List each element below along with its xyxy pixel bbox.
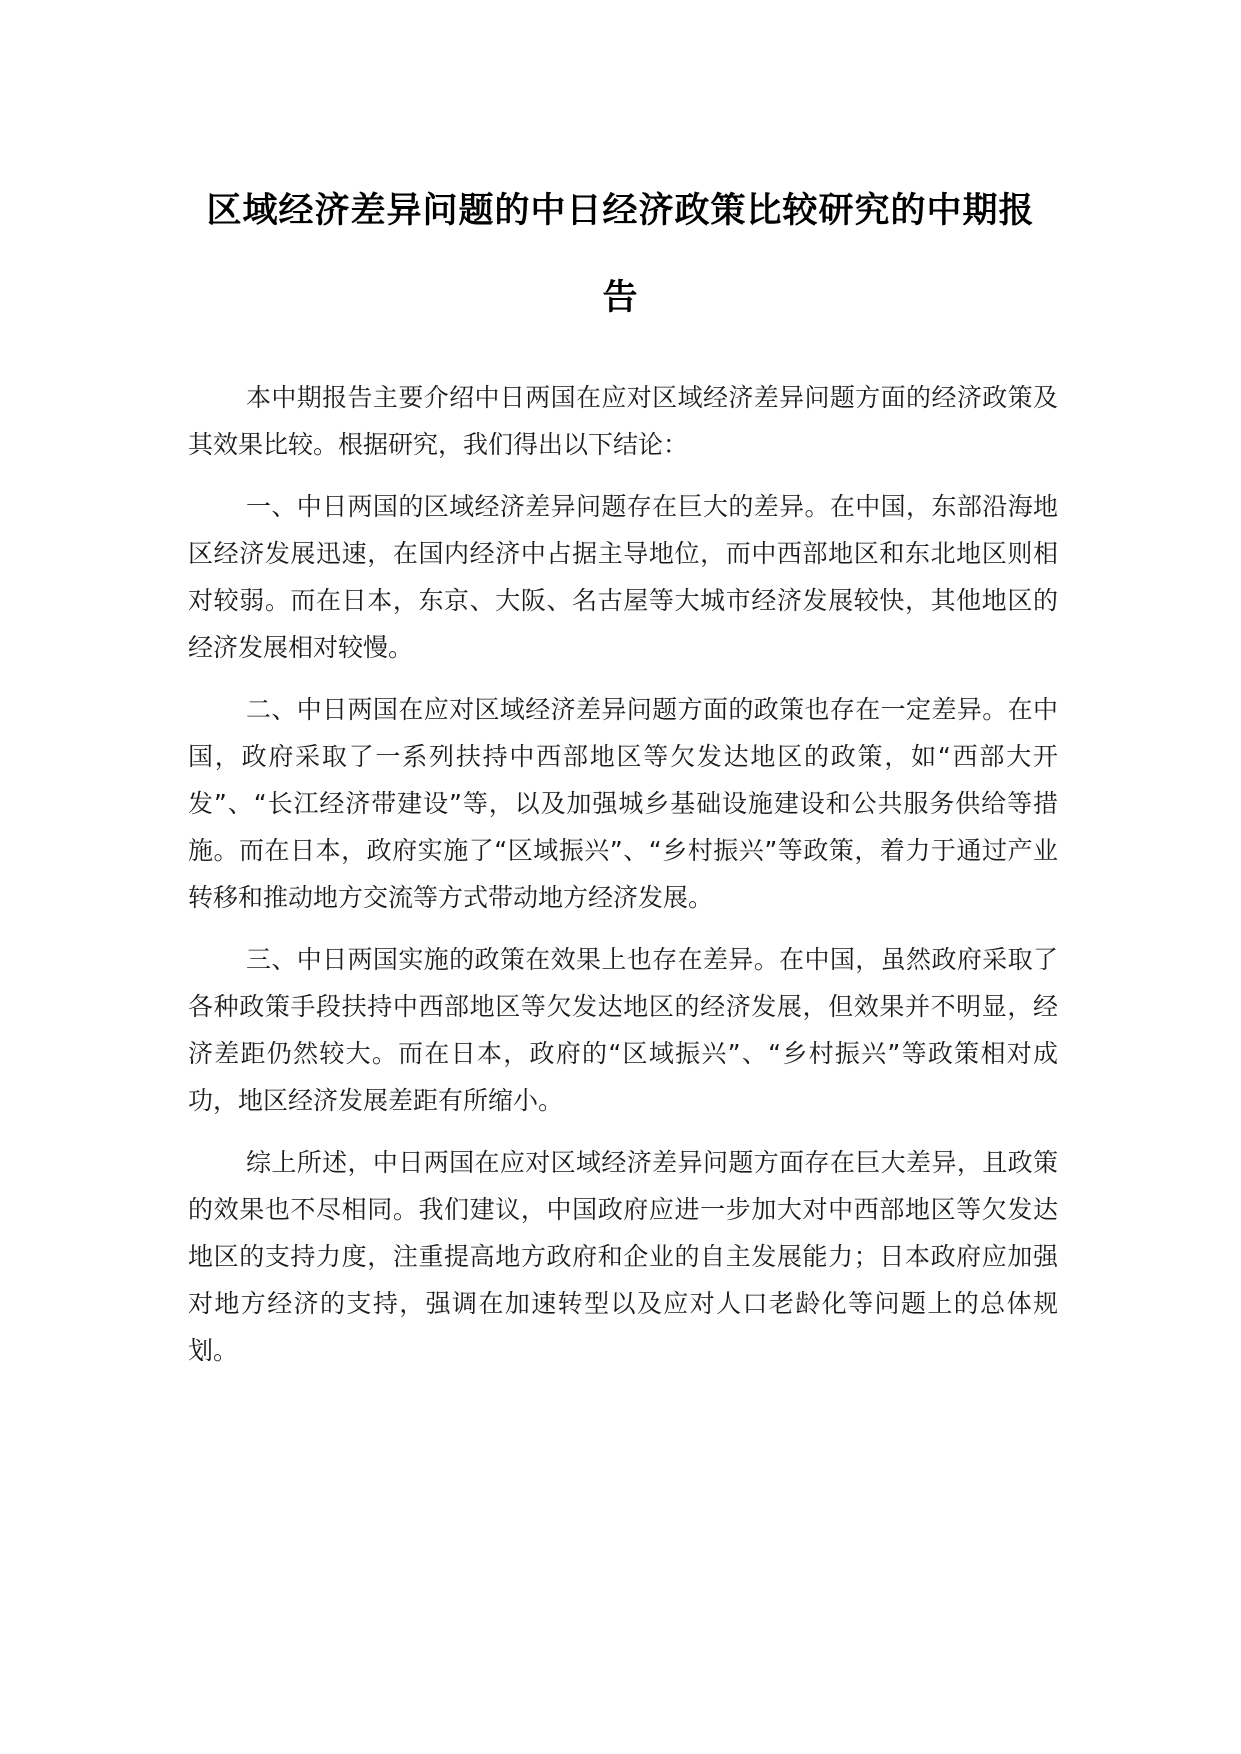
summary-paragraph: 综上所述，中日两国在应对区域经济差异问题方面存在巨大差异，且政策的效果也不尽相同。我们建议，中国政府应进一步加大对中西部地区等欠发达地区的支持力度，注重提高地方政府和企业的自主发展能力；日本政府应加强对地方经济的支持，强调在加速转型以及应对人口老龄化等问题上的总体规划。 [188,1148,1058,1365]
conclusion-two-paragraph: 二、中日两国在应对区域经济差异问题方面的政策也存在一定差异。在中国，政府采取了一系列扶持中西部地区等欠发达地区的政策，如“西部大开发”、“长江经济带建设”等，以及加强城乡基础设施建设和公共服务供给等措施。而在日本，政府实施了“区域振兴”、“乡村振兴”等政策，着力于通过产业转移和推动地方交流等方式带动地方经济发展。 [188,695,1058,912]
document-title: 区域经济差异问题的中日经济政策比较研究的中期报告 [206,191,1035,318]
conclusion-one-paragraph: 一、中日两国的区域经济差异问题存在巨大的差异。在中国，东部沿海地区经济发展迅速，在国内经济中占据主导地位，而中西部地区和东北地区则相对较弱。而在日本，东京、大阪、名古屋等大城市经济发展较快，其他地区的经济发展相对较慢。 [188,492,1058,662]
conclusion-three-paragraph: 三、中日两国实施的政策在效果上也存在差异。在中国，虽然政府采取了各种政策手段扶持中西部地区等欠发达地区的经济发展，但效果并不明显，经济差距仍然较大。而在日本，政府的“区域振兴”、“乡村振兴”等政策相对成功，地区经济发展差距有所缩小。 [188,945,1058,1115]
intro-paragraph: 本中期报告主要介绍中日两国在应对区域经济差异问题方面的经济政策及其效果比较。根据研究，我们得出以下结论： [188,383,1058,459]
document-body [188,374,1058,1389]
